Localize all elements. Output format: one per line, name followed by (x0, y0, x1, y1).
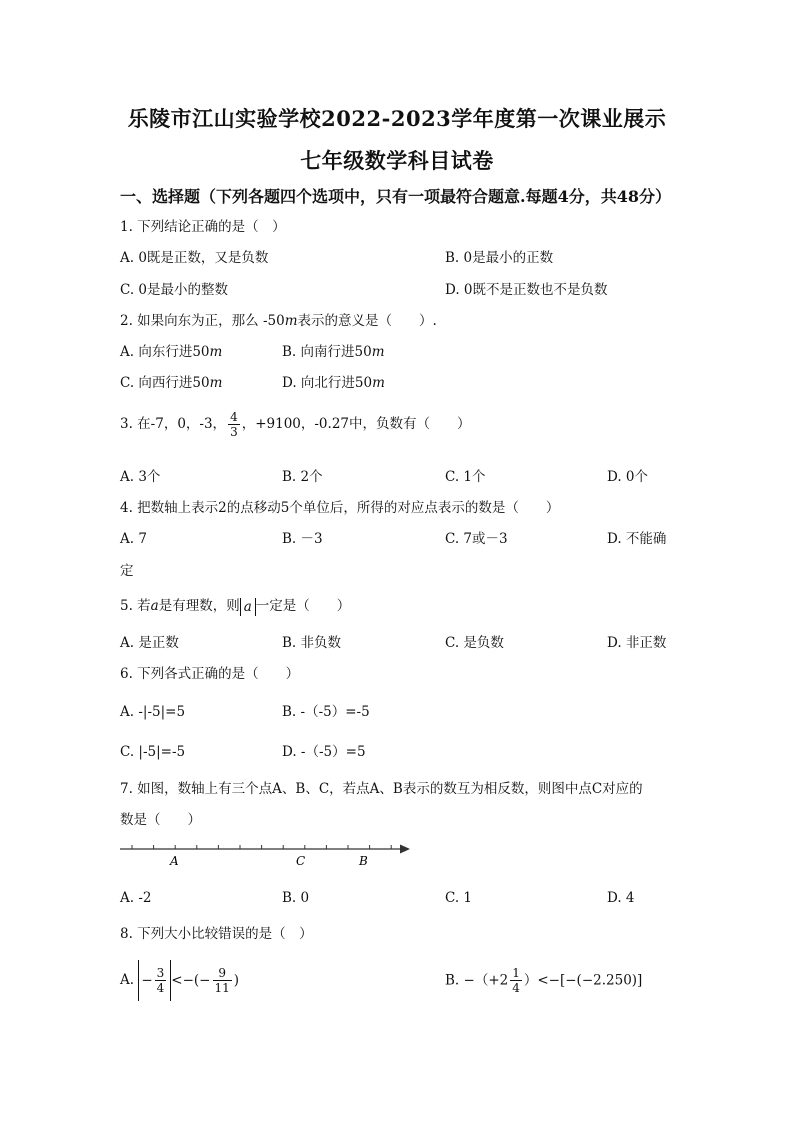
section-heading: 一、选择题（下列各题四个选项中，只有一项最符合题意.每题4分，共48分） (120, 187, 671, 206)
question-5-stem (120, 597, 350, 616)
question-1-option-a: A. 0既是正数，又是负数 (120, 250, 269, 266)
question-2-option-a (120, 343, 222, 361)
variable-a: a (150, 598, 159, 614)
question-6-option-a: A. -|-5|=5 (120, 704, 186, 720)
question-8-option-b (445, 960, 642, 1001)
point-label-b: B (359, 854, 368, 868)
fraction-numerator: 3 (156, 966, 165, 981)
fraction (155, 966, 167, 995)
option-unit: m (371, 344, 385, 360)
question-8-stem: 8. 下列大小比较错误的是（ ） (120, 926, 313, 942)
question-2-option-b (282, 343, 385, 361)
question-7-option-d: D. 4 (607, 890, 635, 906)
fraction (213, 966, 232, 995)
question-8-option-a (120, 960, 239, 1001)
question-1-option-d: D. 0既不是正数也不是负数 (445, 282, 608, 298)
point-label-a: A (170, 854, 179, 868)
question-4-option-d-continued: 定 (120, 563, 134, 579)
question-7-option-c: C. 1 (445, 890, 473, 906)
question-3-option-c: C. 1个 (445, 469, 486, 485)
minus-sign: − (141, 972, 153, 989)
question-2-stem-tail: 表示的意义是（ ）. (297, 313, 437, 329)
question-3-stem-tail: ，+9100，-0.27中，负数有（ ） (241, 416, 471, 432)
absolute-value-a: a (240, 598, 256, 616)
closing-paren: ) (233, 972, 240, 989)
point-label-c: C (296, 854, 306, 868)
fraction-denominator: 11 (214, 981, 230, 995)
question-5-option-d: D. 非正数 (607, 635, 667, 651)
question-1-option-c: C. 0是最小的整数 (120, 282, 229, 298)
fraction (510, 966, 522, 995)
comparison-text: <−(− (171, 972, 211, 989)
question-7-stem-line-1: 7. 如图，数轴上有三个点A、B、C，若点A、B表示的数互为相反数，则图中点C对应的 (120, 781, 643, 797)
question-3-stem-text: 3. 在-7，0，-3， (120, 416, 227, 432)
question-3-option-d: D. 0个 (607, 469, 649, 485)
question-3-option-a: A. 3个 (120, 469, 161, 485)
option-label: A. (120, 972, 135, 988)
question-6-option-b: B. -（-5）=-5 (282, 704, 370, 720)
question-5-option-a: A. 是正数 (120, 635, 179, 651)
question-5-stem-mid: 是有理数，则 (158, 598, 240, 614)
fraction (228, 410, 240, 439)
option-text: C. 向西行进50 (120, 375, 210, 391)
question-4-stem: 4. 把数轴上表示2的点移动5个单位后，所得的对应点表示的数是（ ） (120, 500, 560, 516)
exam-subtitle: 七年级数学科目试卷 (300, 148, 494, 173)
question-4-option-a: A. 7 (120, 531, 147, 547)
question-3-option-b: B. 2个 (282, 469, 323, 485)
absolute-value-expression (138, 960, 171, 1001)
option-text-tail: ）<−[−(−2.250)] (523, 972, 643, 989)
question-2-option-d (282, 374, 385, 392)
question-7-option-b: B. 0 (282, 890, 310, 906)
question-7-stem-line-2: 数是（ ） (120, 812, 201, 828)
question-3-stem (120, 410, 471, 439)
question-4-option-b: B. －3 (282, 531, 323, 547)
fraction-denominator: 4 (512, 981, 520, 995)
option-unit: m (372, 375, 385, 391)
fraction-denominator: 4 (156, 981, 165, 996)
question-6-option-c: C. |-5|=-5 (120, 744, 186, 760)
fraction-numerator: 1 (512, 966, 520, 980)
question-1-option-b: B. 0是最小的正数 (445, 250, 554, 266)
option-text: D. 向北行进50 (282, 375, 373, 391)
question-2-stem-text: 2. 如果向东为正，那么 -50 (120, 313, 285, 329)
option-unit: m (209, 375, 223, 391)
question-4-option-d: D. 不能确 (607, 531, 667, 547)
question-7-option-a: A. -2 (120, 890, 152, 906)
question-1-stem: 1. 下列结论正确的是（ ） (120, 219, 286, 235)
question-5-option-b: B. 非负数 (282, 635, 342, 651)
question-2-stem (120, 312, 437, 330)
option-text: B. −（+2 (445, 972, 509, 989)
question-5-stem-tail: 一定是（ ） (255, 598, 351, 614)
number-line-figure (110, 836, 420, 872)
question-6-stem: 6. 下列各式正确的是（ ） (120, 666, 300, 682)
option-text: B. 向南行进50 (282, 344, 372, 360)
question-4-option-c: C. 7或－3 (445, 531, 508, 547)
question-2-option-c (120, 374, 222, 392)
question-6-option-d: D. -（-5）=5 (282, 744, 366, 760)
fraction-numerator: 4 (230, 410, 238, 424)
option-text: A. 向东行进50 (120, 344, 210, 360)
exam-title: 乐陵市江山实验学校2022-2023学年度第一次课业展示 (127, 106, 667, 131)
arrow-right-icon (400, 845, 410, 854)
question-2-unit: m (284, 313, 298, 329)
option-unit: m (209, 344, 223, 360)
fraction-numerator: 9 (213, 966, 232, 981)
question-5-option-c: C. 是负数 (445, 635, 504, 651)
fraction-denominator: 3 (230, 425, 238, 439)
question-5-stem-text: 5. 若 (120, 598, 151, 614)
